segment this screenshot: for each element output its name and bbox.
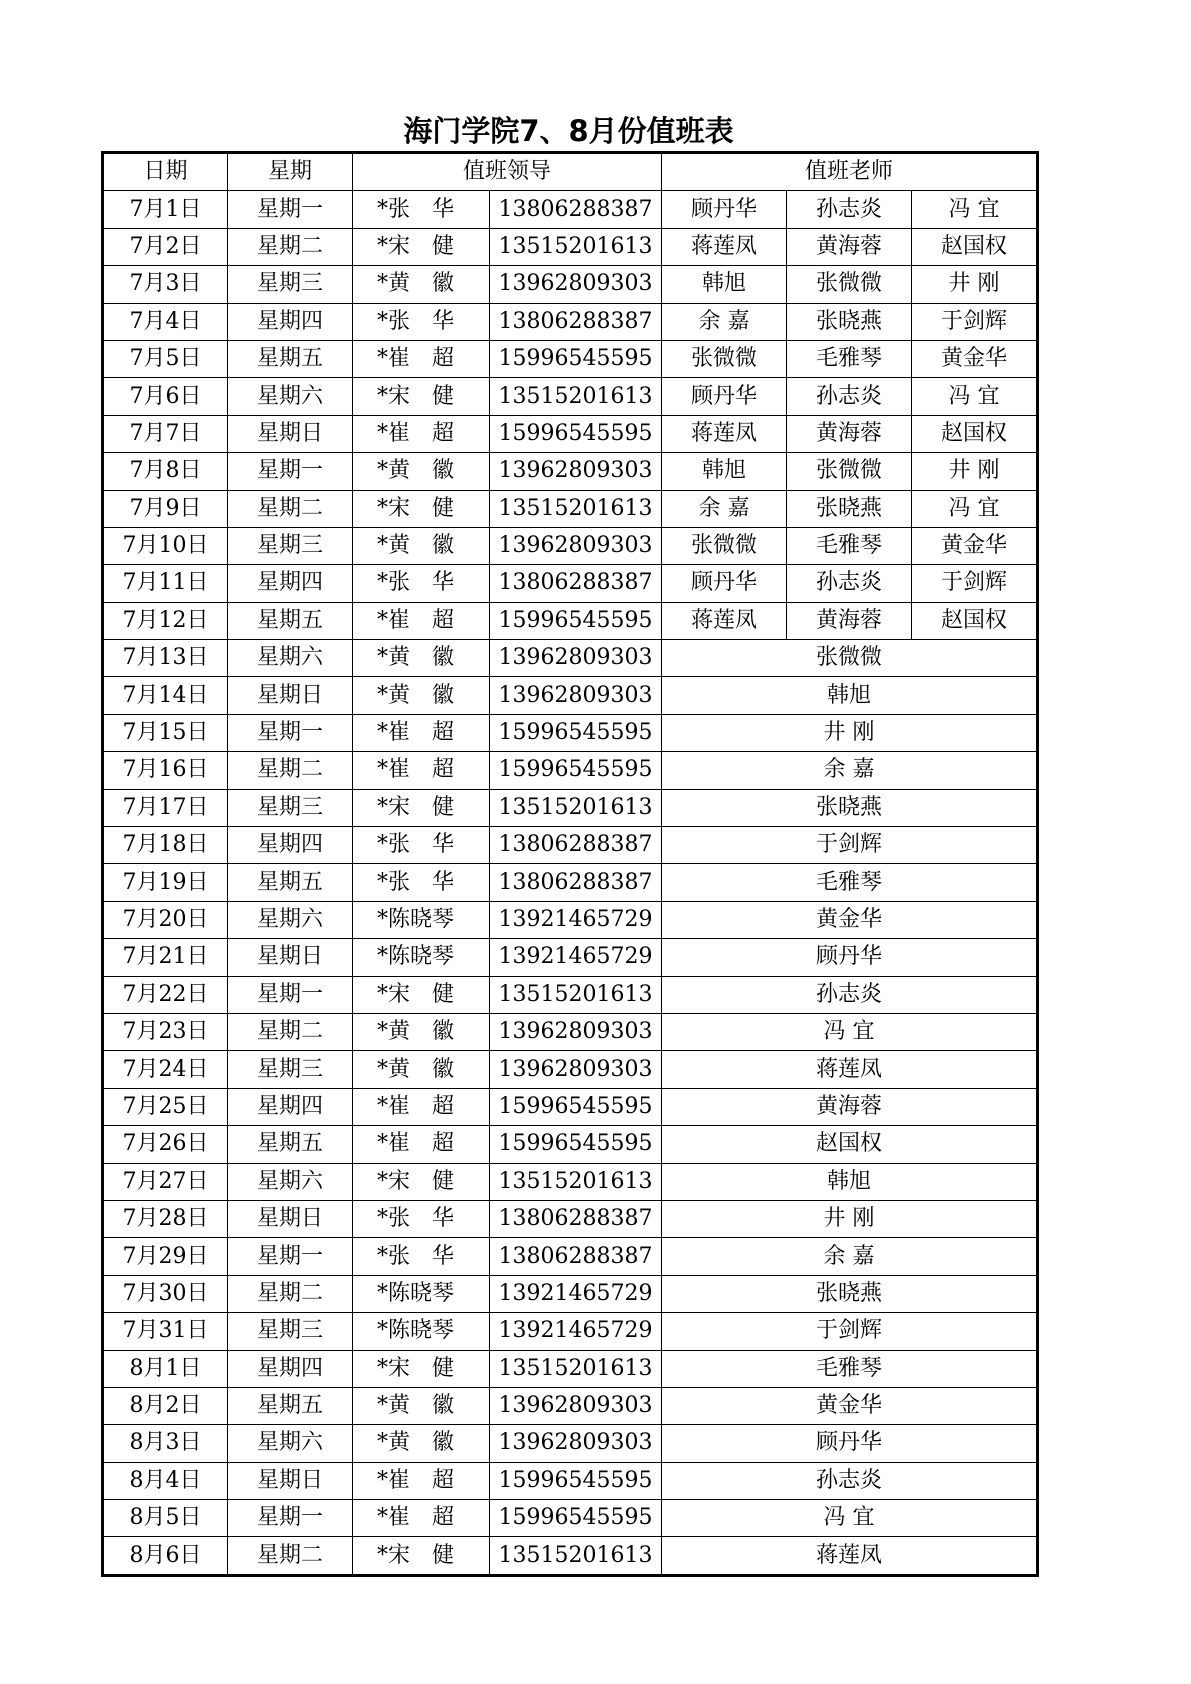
teacher-cell: 毛雅琴 [662,864,1038,901]
weekday-cell: 星期五 [228,602,353,639]
leader-name-cell: *张 华 [353,303,490,340]
leader-name-cell: *张 华 [353,827,490,864]
leader-name-cell: *张 华 [353,191,490,228]
leader-phone-cell: 13806288387 [490,1200,662,1237]
teacher-cell: 顾丹华 [662,565,787,602]
teacher-cell: 黄金华 [912,340,1038,377]
weekday-cell: 星期五 [228,1126,353,1163]
teacher-cell: 冯 宜 [912,191,1038,228]
leader-name-cell: *崔 超 [353,1126,490,1163]
date-cell: 7月4日 [103,303,228,340]
leader-phone-cell: 13962809303 [490,453,662,490]
teacher-cell: 张晓燕 [662,1275,1038,1312]
table-row [103,1387,1038,1424]
table-row [103,976,1038,1013]
leader-phone-cell: 13806288387 [490,303,662,340]
leader-phone-cell: 13806288387 [490,191,662,228]
date-cell: 7月16日 [103,752,228,789]
table-row [103,1238,1038,1275]
leader-phone-cell: 13806288387 [490,565,662,602]
leader-phone-cell: 13515201613 [490,1163,662,1200]
leader-phone-cell: 13806288387 [490,864,662,901]
teacher-cell: 毛雅琴 [787,340,912,377]
header-date: 日期 [103,153,228,191]
date-cell: 7月31日 [103,1313,228,1350]
weekday-cell: 星期六 [228,1425,353,1462]
table-row [103,1462,1038,1499]
table-row [103,228,1038,265]
table-row [103,1500,1038,1537]
teacher-cell: 张晓燕 [787,303,912,340]
leader-phone-cell: 13515201613 [490,490,662,527]
table-row [103,1163,1038,1200]
leader-phone-cell: 13962809303 [490,640,662,677]
table-row [103,1537,1038,1575]
weekday-cell: 星期三 [228,527,353,564]
leader-phone-cell: 13515201613 [490,228,662,265]
teacher-cell: 顾丹华 [662,191,787,228]
date-cell: 7月6日 [103,378,228,415]
weekday-cell: 星期一 [228,1238,353,1275]
teacher-cell: 顾丹华 [662,939,1038,976]
teacher-cell: 于剑辉 [662,827,1038,864]
teacher-cell: 蒋莲凤 [662,415,787,452]
leader-phone-cell: 13962809303 [490,677,662,714]
weekday-cell: 星期五 [228,864,353,901]
leader-name-cell: *陈晓琴 [353,1275,490,1312]
table-row [103,490,1038,527]
weekday-cell: 星期一 [228,191,353,228]
weekday-cell: 星期二 [228,752,353,789]
leader-phone-cell: 15996545595 [490,1462,662,1499]
date-cell: 7月8日 [103,453,228,490]
table-row [103,378,1038,415]
table-header [103,153,1038,191]
teacher-cell: 冯 宜 [662,1013,1038,1050]
leader-phone-cell: 13921465729 [490,1313,662,1350]
leader-name-cell: *崔 超 [353,714,490,751]
teacher-cell: 余 嘉 [662,1238,1038,1275]
leader-name-cell: *崔 超 [353,1500,490,1537]
date-cell: 8月5日 [103,1500,228,1537]
date-cell: 7月13日 [103,640,228,677]
weekday-cell: 星期六 [228,378,353,415]
leader-phone-cell: 13962809303 [490,1013,662,1050]
date-cell: 8月1日 [103,1350,228,1387]
date-cell: 7月25日 [103,1088,228,1125]
date-cell: 7月7日 [103,415,228,452]
teacher-cell: 黄金华 [912,527,1038,564]
leader-name-cell: *宋 健 [353,378,490,415]
date-cell: 7月28日 [103,1200,228,1237]
date-cell: 7月2日 [103,228,228,265]
date-cell: 7月14日 [103,677,228,714]
leader-name-cell: *陈晓琴 [353,901,490,938]
leader-phone-cell: 13921465729 [490,1275,662,1312]
leader-name-cell: *宋 健 [353,1163,490,1200]
header-row [103,153,1038,191]
weekday-cell: 星期三 [228,789,353,826]
leader-name-cell: *黄 徽 [353,527,490,564]
leader-phone-cell: 13962809303 [490,1387,662,1424]
table-row [103,789,1038,826]
weekday-cell: 星期日 [228,1462,353,1499]
leader-name-cell: *崔 超 [353,752,490,789]
teacher-cell: 黄金华 [662,1387,1038,1424]
teacher-cell: 张微微 [787,453,912,490]
leader-name-cell: *宋 健 [353,490,490,527]
weekday-cell: 星期二 [228,1275,353,1312]
table-row [103,191,1038,228]
table-row [103,453,1038,490]
leader-phone-cell: 13962809303 [490,527,662,564]
teacher-cell: 孙志炎 [662,1462,1038,1499]
date-cell: 7月17日 [103,789,228,826]
teacher-cell: 于剑辉 [662,1313,1038,1350]
date-cell: 8月2日 [103,1387,228,1424]
leader-name-cell: *黄 徽 [353,1051,490,1088]
leader-phone-cell: 15996545595 [490,1088,662,1125]
table-row [103,901,1038,938]
weekday-cell: 星期日 [228,939,353,976]
date-cell: 7月1日 [103,191,228,228]
table-row [103,677,1038,714]
leader-phone-cell: 15996545595 [490,602,662,639]
leader-phone-cell: 13962809303 [490,1425,662,1462]
teacher-cell: 韩旭 [662,1163,1038,1200]
leader-phone-cell: 15996545595 [490,415,662,452]
teacher-cell: 井 刚 [662,714,1038,751]
leader-phone-cell: 13515201613 [490,1537,662,1575]
leader-phone-cell: 13806288387 [490,827,662,864]
date-cell: 7月20日 [103,901,228,938]
leader-name-cell: *宋 健 [353,976,490,1013]
leader-phone-cell: 13515201613 [490,976,662,1013]
table-row [103,340,1038,377]
leader-phone-cell: 13921465729 [490,901,662,938]
teacher-cell: 韩旭 [662,266,787,303]
leader-name-cell: *黄 徽 [353,453,490,490]
table-row [103,415,1038,452]
date-cell: 7月9日 [103,490,228,527]
leader-name-cell: *陈晓琴 [353,1313,490,1350]
date-cell: 7月5日 [103,340,228,377]
teacher-cell: 黄海蓉 [787,602,912,639]
weekday-cell: 星期六 [228,640,353,677]
leader-phone-cell: 15996545595 [490,1500,662,1537]
weekday-cell: 星期一 [228,1500,353,1537]
teacher-cell: 黄海蓉 [662,1088,1038,1125]
weekday-cell: 星期四 [228,827,353,864]
date-cell: 7月21日 [103,939,228,976]
header-leader: 值班领导 [353,153,662,191]
table-row [103,565,1038,602]
table-row [103,640,1038,677]
teacher-cell: 赵国权 [912,228,1038,265]
table-row [103,1275,1038,1312]
leader-phone-cell: 15996545595 [490,1126,662,1163]
date-cell: 7月26日 [103,1126,228,1163]
leader-phone-cell: 13515201613 [490,1350,662,1387]
table-row [103,1200,1038,1237]
table-row [103,1013,1038,1050]
weekday-cell: 星期二 [228,1537,353,1575]
leader-phone-cell: 15996545595 [490,714,662,751]
date-cell: 8月4日 [103,1462,228,1499]
leader-phone-cell: 13515201613 [490,789,662,826]
leader-name-cell: *张 华 [353,1200,490,1237]
weekday-cell: 星期五 [228,1387,353,1424]
date-cell: 7月10日 [103,527,228,564]
table-row [103,527,1038,564]
weekday-cell: 星期日 [228,415,353,452]
table-row [103,939,1038,976]
teacher-cell: 余 嘉 [662,490,787,527]
teacher-cell: 张微微 [662,340,787,377]
weekday-cell: 星期四 [228,303,353,340]
leader-name-cell: *宋 健 [353,228,490,265]
date-cell: 7月27日 [103,1163,228,1200]
leader-name-cell: *崔 超 [353,1088,490,1125]
date-cell: 7月15日 [103,714,228,751]
teacher-cell: 蒋莲凤 [662,228,787,265]
leader-name-cell: *黄 徽 [353,1387,490,1424]
teacher-cell: 孙志炎 [662,976,1038,1013]
teacher-cell: 赵国权 [912,602,1038,639]
table-row [103,1350,1038,1387]
weekday-cell: 星期二 [228,1013,353,1050]
page-title: 海门学院7、8月份值班表 [403,114,734,148]
date-cell: 7月11日 [103,565,228,602]
weekday-cell: 星期四 [228,1350,353,1387]
teacher-cell: 井 刚 [912,266,1038,303]
teacher-cell: 冯 宜 [912,378,1038,415]
leader-name-cell: *宋 健 [353,1537,490,1575]
teacher-cell: 孙志炎 [787,378,912,415]
table-body [103,191,1038,1575]
leader-name-cell: *黄 徽 [353,1013,490,1050]
weekday-cell: 星期四 [228,1088,353,1125]
date-cell: 7月22日 [103,976,228,1013]
teacher-cell: 冯 宜 [662,1500,1038,1537]
leader-name-cell: *崔 超 [353,415,490,452]
teacher-cell: 韩旭 [662,453,787,490]
date-cell: 7月30日 [103,1275,228,1312]
teacher-cell: 冯 宜 [912,490,1038,527]
date-cell: 7月23日 [103,1013,228,1050]
weekday-cell: 星期二 [228,228,353,265]
leader-phone-cell: 13962809303 [490,1051,662,1088]
weekday-cell: 星期日 [228,677,353,714]
teacher-cell: 余 嘉 [662,752,1038,789]
teacher-cell: 孙志炎 [787,565,912,602]
teacher-cell: 余 嘉 [662,303,787,340]
leader-name-cell: *崔 超 [353,602,490,639]
leader-name-cell: *陈晓琴 [353,939,490,976]
teacher-cell: 张晓燕 [662,789,1038,826]
date-cell: 8月3日 [103,1425,228,1462]
teacher-cell: 蒋莲凤 [662,1051,1038,1088]
teacher-cell: 张微微 [662,640,1038,677]
leader-phone-cell: 13921465729 [490,939,662,976]
teacher-cell: 张微微 [662,527,787,564]
teacher-cell: 黄金华 [662,901,1038,938]
teacher-cell: 张晓燕 [787,490,912,527]
leader-name-cell: *黄 徽 [353,1425,490,1462]
leader-name-cell: *崔 超 [353,340,490,377]
leader-name-cell: *张 华 [353,565,490,602]
teacher-cell: 黄海蓉 [787,228,912,265]
teacher-cell: 张微微 [787,266,912,303]
leader-name-cell: *宋 健 [353,1350,490,1387]
date-cell: 7月12日 [103,602,228,639]
table-row [103,864,1038,901]
teacher-cell: 蒋莲凤 [662,1537,1038,1575]
weekday-cell: 星期三 [228,266,353,303]
weekday-cell: 星期一 [228,976,353,1013]
teacher-cell: 赵国权 [662,1126,1038,1163]
date-cell: 8月6日 [103,1537,228,1575]
table-row [103,1088,1038,1125]
table-row [103,1126,1038,1163]
weekday-cell: 星期一 [228,714,353,751]
table-row [103,714,1038,751]
teacher-cell: 孙志炎 [787,191,912,228]
teacher-cell: 赵国权 [912,415,1038,452]
date-cell: 7月18日 [103,827,228,864]
date-cell: 7月3日 [103,266,228,303]
weekday-cell: 星期六 [228,1163,353,1200]
table-row [103,752,1038,789]
leader-name-cell: *崔 超 [353,1462,490,1499]
leader-phone-cell: 13962809303 [490,266,662,303]
weekday-cell: 星期二 [228,490,353,527]
leader-phone-cell: 13806288387 [490,1238,662,1275]
teacher-cell: 毛雅琴 [662,1350,1038,1387]
date-cell: 7月19日 [103,864,228,901]
teacher-cell: 顾丹华 [662,1425,1038,1462]
leader-name-cell: *黄 徽 [353,640,490,677]
date-cell: 7月29日 [103,1238,228,1275]
teacher-cell: 井 刚 [662,1200,1038,1237]
leader-name-cell: *张 华 [353,864,490,901]
table-row [103,602,1038,639]
weekday-cell: 星期日 [228,1200,353,1237]
weekday-cell: 星期三 [228,1051,353,1088]
weekday-cell: 星期五 [228,340,353,377]
teacher-cell: 顾丹华 [662,378,787,415]
teacher-cell: 于剑辉 [912,303,1038,340]
leader-name-cell: *张 华 [353,1238,490,1275]
table-row [103,1313,1038,1350]
date-cell: 7月24日 [103,1051,228,1088]
teacher-cell: 黄海蓉 [787,415,912,452]
header-weekday: 星期 [228,153,353,191]
table-row [103,827,1038,864]
leader-name-cell: *黄 徽 [353,266,490,303]
teacher-cell: 毛雅琴 [787,527,912,564]
weekday-cell: 星期六 [228,901,353,938]
teacher-cell: 于剑辉 [912,565,1038,602]
leader-name-cell: *宋 健 [353,789,490,826]
table-row [103,1051,1038,1088]
teacher-cell: 蒋莲凤 [662,602,787,639]
weekday-cell: 星期三 [228,1313,353,1350]
weekday-cell: 星期一 [228,453,353,490]
header-teacher: 值班老师 [662,153,1038,191]
table-row [103,1425,1038,1462]
teacher-cell: 井 刚 [912,453,1038,490]
table-row [103,266,1038,303]
weekday-cell: 星期四 [228,565,353,602]
leader-phone-cell: 13515201613 [490,378,662,415]
table-row [103,303,1038,340]
leader-phone-cell: 15996545595 [490,752,662,789]
leader-phone-cell: 15996545595 [490,340,662,377]
duty-schedule-table [101,151,1039,1577]
leader-name-cell: *黄 徽 [353,677,490,714]
teacher-cell: 韩旭 [662,677,1038,714]
